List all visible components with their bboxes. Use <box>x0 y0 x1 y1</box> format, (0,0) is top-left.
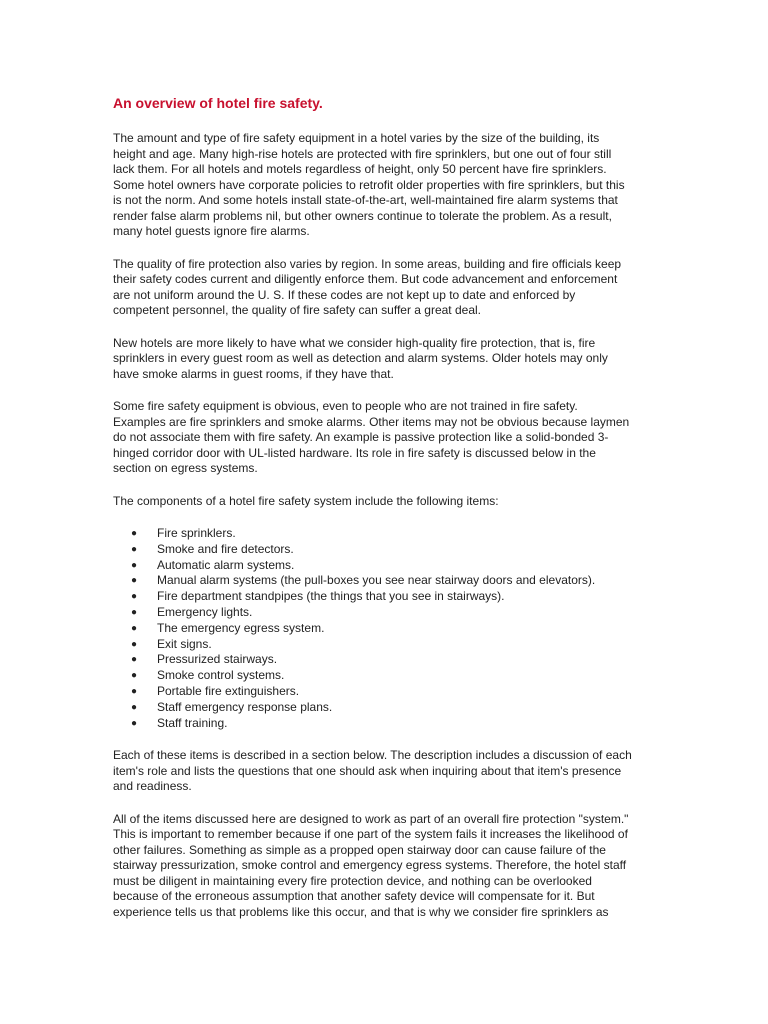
bullet-dot-icon <box>131 558 137 574</box>
list-item <box>113 637 633 653</box>
list-item-text: Fire department standpipes (the things that you see in stairways). <box>157 589 505 604</box>
list-item-text: Staff emergency response plans. <box>157 699 333 714</box>
document-page <box>113 94 633 937</box>
bullet-dot-icon <box>131 573 137 589</box>
paragraph-new-hotels: New hotels are more likely to have what we consider high-quality fire protection, that is, fire sprinklers in every guest room as well as detection and alarm systems. Older hotels may only have smoke alarms in guest rooms, if they have that. <box>113 335 608 381</box>
paragraph-components-intro: The components of a hotel fire safety system include the following items: <box>113 493 499 508</box>
bullet-dot-icon <box>131 652 137 668</box>
list-item-text: Pressurized stairways. <box>157 652 278 667</box>
bullet-dot-icon <box>131 637 137 653</box>
list-item <box>113 700 633 716</box>
bullet-dot-icon <box>131 668 137 684</box>
list-item-text: Smoke control systems. <box>157 668 285 683</box>
bullet-dot-icon <box>131 621 137 637</box>
list-item <box>113 589 633 605</box>
list-item-text: Staff training. <box>157 715 228 730</box>
list-item-text: Portable fire extinguishers. <box>157 683 300 698</box>
list-item <box>113 605 633 621</box>
components-list <box>113 526 633 731</box>
bullet-dot-icon <box>131 526 137 542</box>
list-item <box>113 716 633 732</box>
paragraph-intro: The amount and type of fire safety equipment in a hotel varies by the size of the building, its height and age. Many high-rise hotels are protected with fire sprinklers, but one out of four still lack them. For all hotels and motels regardless of height, only 50 percent have fire sprinklers. Some hotel owners have corporate policies to retrofit older properties with fire sprinklers, but this is not the norm. And some hotels install state-of-the-art, well-maintained fire alarm systems that render false alarm problems nil, but other owners continue to tolerate the problem. As a result, many hotel guests ignore fire alarms. <box>113 131 625 238</box>
list-item <box>113 526 633 542</box>
bullet-dot-icon <box>131 589 137 605</box>
bullet-dot-icon <box>131 684 137 700</box>
paragraph-obvious-equipment: Some fire safety equipment is obvious, even to people who are not trained in fire safety. Examples are fire sprinklers and smoke alarms. Other items may not be obvious because laymen do not associate them with fire safety. An example is passive protection like a solid-bonded 3-hinged corridor door with UL-listed hardware. Its role in fire safety is discussed below in the section on egress systems. <box>113 399 630 475</box>
list-item-text: Fire sprinklers. <box>157 526 236 540</box>
list-item <box>113 652 633 668</box>
bullet-dot-icon <box>131 700 137 716</box>
list-item-text: Emergency lights. <box>157 604 253 619</box>
list-item <box>113 668 633 684</box>
list-item-text: Automatic alarm systems. <box>157 557 295 572</box>
list-item <box>113 558 633 574</box>
page-title: An overview of hotel fire safety. <box>113 95 323 111</box>
paragraph-system-overview: All of the items discussed here are designed to work as part of an overall fire protection "system." This is important to remember because if one part of the system fails it increases the likelihood of other failures. Something as simple as a propped open stairway door can cause failure of the stairway pressurization, smoke control and emergency egress systems. Therefore, the hotel staff must be diligent in maintaining every fire protection device, and nothing can be overlooked because of the erroneous assumption that another safety device will compensate for it. But experience tells us that problems like this occur, and that is why we consider fire sprinklers as <box>113 811 629 919</box>
list-item <box>113 542 633 558</box>
list-item-text: Manual alarm systems (the pull-boxes you see near stairway doors and elevators). <box>157 573 596 588</box>
list-item <box>113 621 633 637</box>
list-item-text: The emergency egress system. <box>157 620 325 635</box>
bullet-dot-icon <box>131 542 137 558</box>
paragraph-item-descriptions: Each of these items is described in a section below. The description includes a discussion of each item's role and lists the questions that one should ask when inquiring about that item's presence and readiness. <box>113 748 632 794</box>
list-item-text: Exit signs. <box>157 636 212 651</box>
bullet-dot-icon <box>131 716 137 732</box>
bullet-dot-icon <box>131 605 137 621</box>
paragraph-regional-quality: The quality of fire protection also varies by region. In some areas, building and fire officials keep their safety codes current and diligently enforce them. But code advancement and enforcement are not uniform around the U. S. If these codes are not kept up to date and enforced by competent personnel, the quality of fire safety can suffer a great deal. <box>113 256 622 317</box>
list-item <box>113 684 633 700</box>
list-item-text: Smoke and fire detectors. <box>157 541 294 556</box>
list-item <box>113 573 633 589</box>
